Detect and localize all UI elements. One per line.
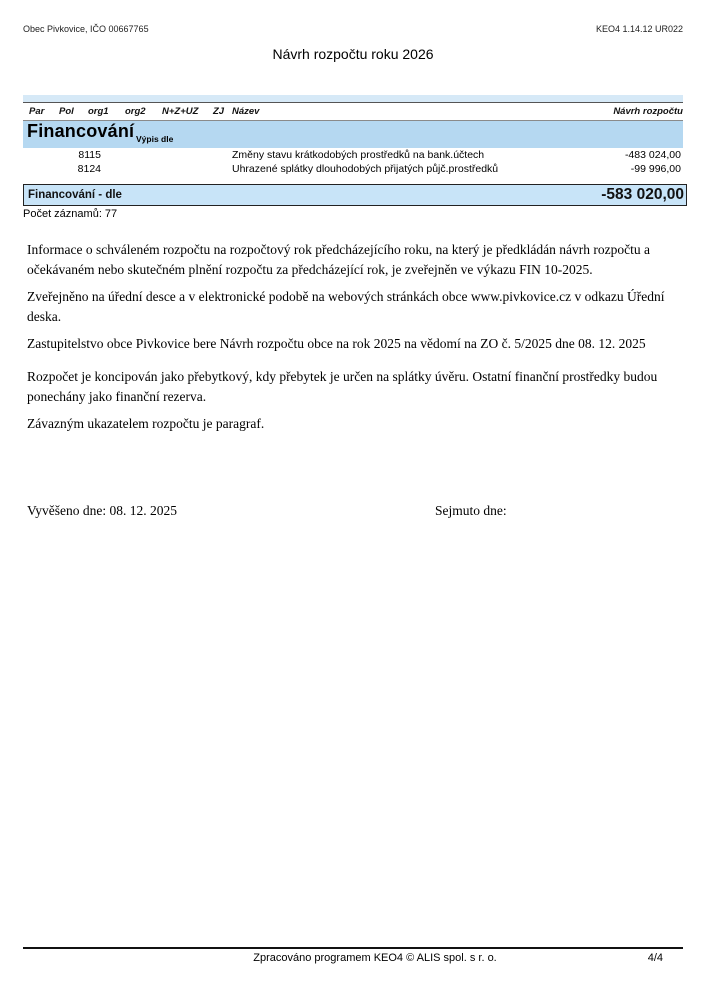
col-header-nzuz: N+Z+UZ: [162, 106, 199, 117]
summary-row: [23, 184, 687, 206]
paragraph-info-fin: Informace o schváleném rozpočtu na rozpočtový rok předcházejícího roku, na který je předkládán návrh rozpočtu a očekávaném nebo skutečném plnění rozpočtu za předcházející rok, je zveřejněn ve výkazu FIN 10-2025.: [27, 242, 650, 277]
row-pol-code: 8115: [78, 149, 101, 161]
col-header-org2: org2: [125, 106, 146, 117]
col-header-amount: Návrh rozpočtu: [613, 106, 683, 117]
footer-page-number: 4/4: [647, 952, 663, 964]
col-header-nazev: Název: [232, 106, 260, 117]
summary-label: Financování - dle: [28, 189, 122, 201]
posted-date-label: Vyvěšeno dne: 08. 12. 2025: [27, 503, 177, 518]
page-title: Návrh rozpočtu roku 2026: [272, 46, 434, 62]
summary-amount: -583 020,00: [601, 186, 684, 203]
org-identifier: Obec Pivkovice, IČO 00667765: [23, 24, 149, 34]
section-subtitle: Výpis dle: [136, 134, 174, 144]
table-top-strip: [23, 95, 683, 103]
app-version-label: KEO4 1.14.12 UR022: [595, 24, 683, 34]
col-header-par: Par: [29, 106, 45, 117]
paragraph-surplus: Rozpočet je koncipován jako přebytkový, kdy přebytek je určen na splátky úvěru. Ostatní finanční prostředky budou ponechány jako finanční rezerva.: [27, 369, 658, 404]
records-count: Počet záznamů: 77: [23, 208, 118, 220]
section-title: Financování: [27, 121, 135, 141]
row-amount: -99 996,00: [630, 163, 681, 175]
row-name: Uhrazené splátky dlouhodobých přijatých půjč.prostředků: [232, 163, 499, 175]
paragraph-binding-indicator: Závazným ukazatelem rozpočtu je paragraf.: [27, 416, 265, 431]
row-name: Změny stavu krátkodobých prostředků na bank.účtech: [232, 149, 485, 161]
paragraph-council-note: Zastupitelstvo obce Pivkovice bere Návrh rozpočtu obce na rok 2025 na vědomí na ZO č. 5/2025 dne 08. 12. 2025: [27, 336, 646, 351]
row-pol-code: 8124: [77, 163, 101, 175]
table-row: [23, 149, 683, 162]
removed-date-label: Sejmuto dne:: [435, 503, 507, 518]
paragraph-publication: Zveřejněno na úřední desce a v elektronické podobě na webových stránkách obce www.pivkovice.cz v odkazu Úřední deska.: [27, 289, 665, 324]
col-header-pol: Pol: [59, 106, 74, 117]
footer-divider: [23, 947, 683, 949]
footer-generator-note: Zpracováno programem KEO4 © ALIS spol. s r. o.: [253, 952, 497, 964]
row-amount: -483 024,00: [624, 149, 681, 161]
col-header-org1: org1: [88, 106, 109, 117]
table-row: [23, 163, 683, 176]
col-header-zj: ZJ: [213, 106, 225, 117]
